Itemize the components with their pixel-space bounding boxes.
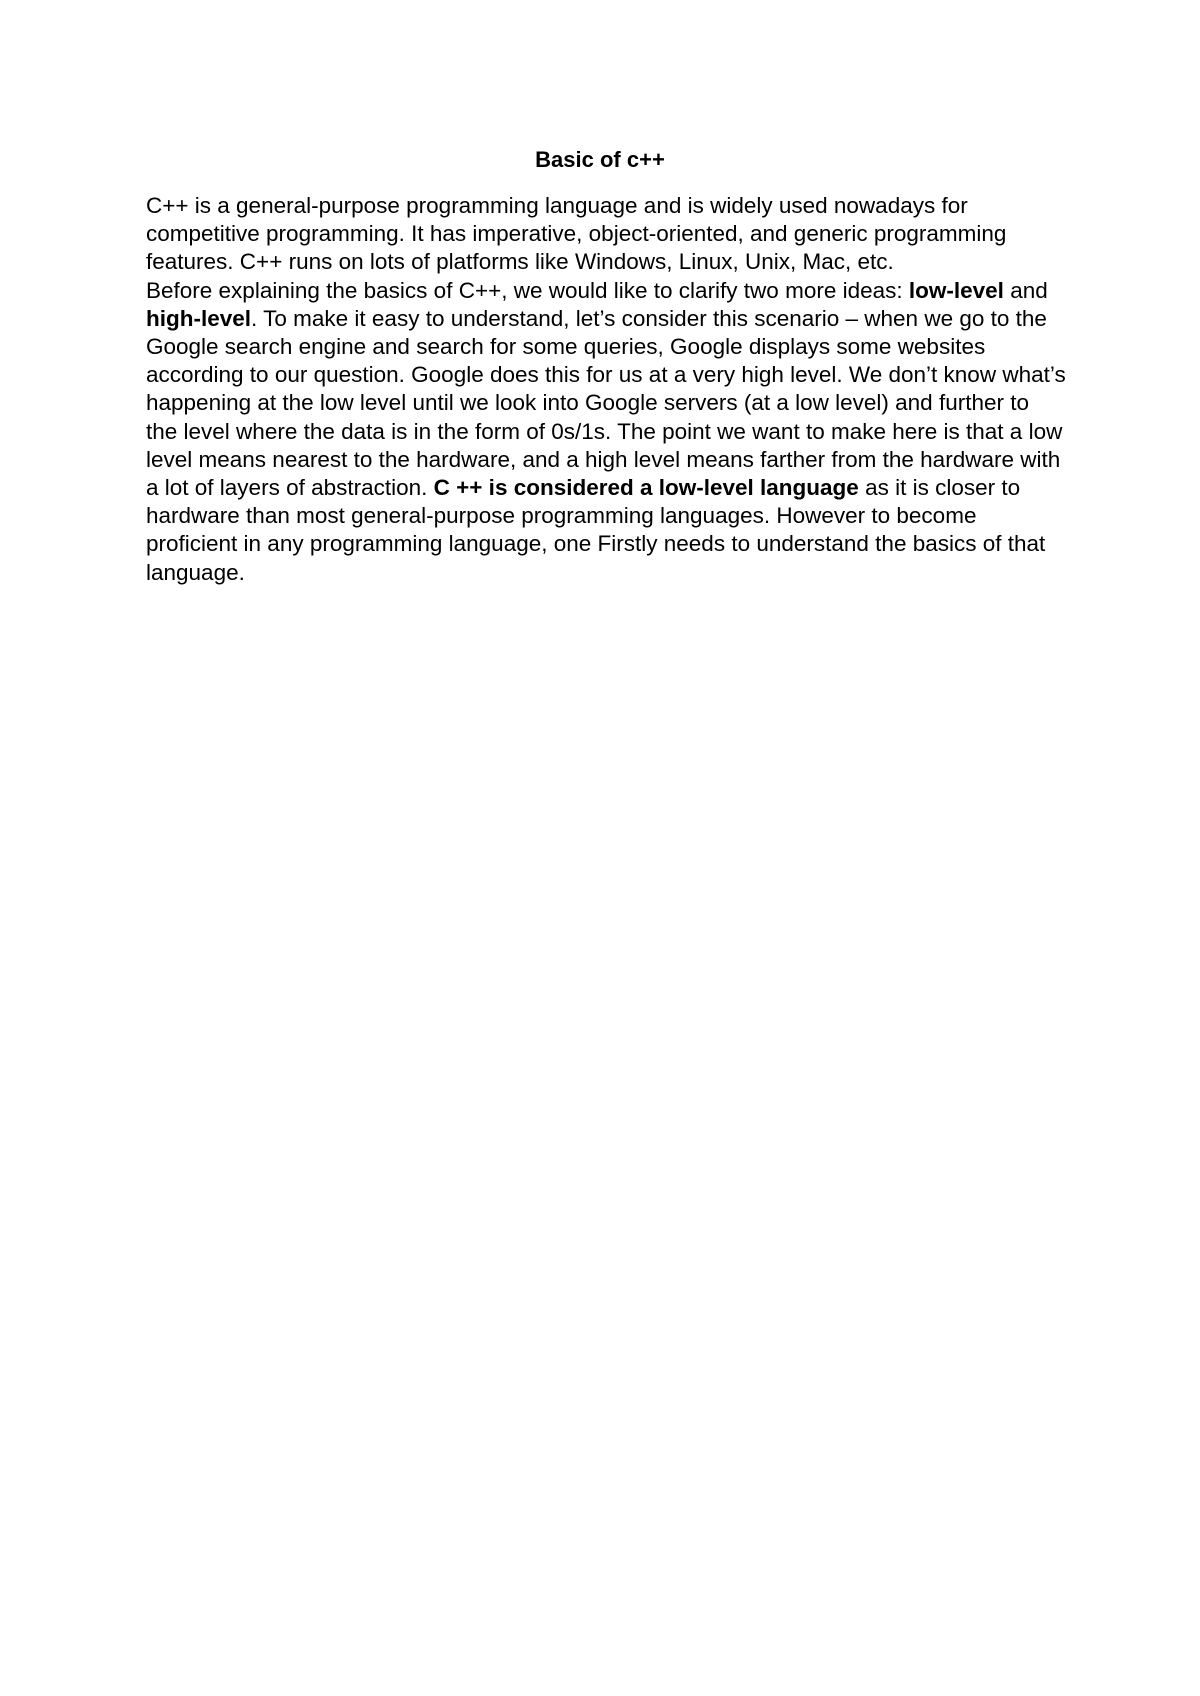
levels-text-3: . To make it easy to understand, let’s consider this scenario – when we go to the Google search engine and search for some queries, Google displays some websites according to our question. Google does this for us at a very high level. We don’t know what’s happening at the low level until we look into Google servers (at a low level) and further to the level where the data is in the form of 0s/1s. The point we want to make here is that a low level means nearest to the hardware, and a high level means farther from the hardware with a lot of layers of abstraction. bbox=[146, 305, 1066, 501]
low-level-term: low-level bbox=[908, 277, 1004, 303]
document-title: Basic of c++ bbox=[535, 147, 665, 172]
levels-text-4: as it is closer to hardware than most general-purpose programming languages. However to become proficient in any programming language, one Firstly needs to understand the basics of that language. bbox=[146, 475, 1046, 585]
levels-paragraph bbox=[146, 277, 1066, 587]
levels-text-1: Before explaining the basics of C++, we would like to clarify two more ideas: bbox=[146, 277, 909, 303]
document-body bbox=[146, 192, 1066, 587]
levels-text-2: and bbox=[1003, 277, 1048, 303]
high-level-term: high-level bbox=[146, 305, 252, 331]
intro-paragraph: C++ is a general-purpose programming language and is widely used nowadays for competitive programming. It has imperative, object-oriented, and generic programming features. C++ runs on lots of platforms like Windows, Linux, Unix, Mac, etc. bbox=[146, 193, 1007, 275]
low-level-language-statement: C ++ is considered a low-level language bbox=[433, 475, 859, 501]
